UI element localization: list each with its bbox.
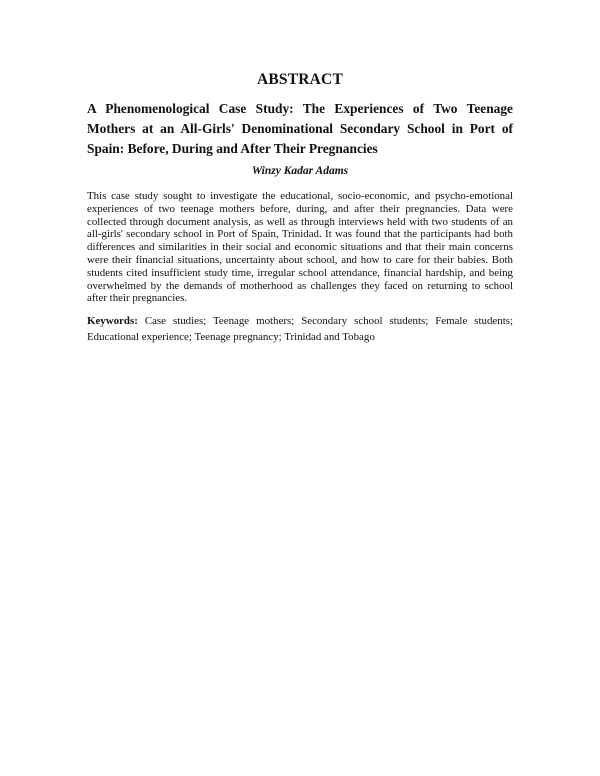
keywords-list: Case studies; Teenage mothers; Secondary school students; Female students; Educational experience; Teenage pregnancy; Trinidad and Tobago (87, 315, 513, 343)
author-name: Winzy Kadar Adams (251, 165, 349, 177)
keywords-paragraph (87, 314, 513, 345)
keywords-label: Keywords: (87, 315, 138, 327)
paper-title: A Phenomenological Case Study: The Experiences of Two Teenage Mothers at an All-Girls' Denominational Secondary School in Port of Spain: Before, During and After Their Pregnancies (87, 101, 513, 156)
abstract-paragraph: This case study sought to investigate the educational, socio-economic, and psycho-emotional experiences of two teenage mothers before, during, and after their pregnancies. Data were collected through document analysis, as well as through interviews held with two students of an all-girls' secondary school in Port of Spain, Trinidad. It was found that the participants had both differences and similarities in their social and economic situations and that their main concerns were their financial situations, uncertainty about school, and how to care for their babies. Both students cited insufficient study time, irregular school attendance, financial hardship, and being overwhelmed by the demands of motherhood as challenges they faced on returning to school after their pregnancies. (87, 190, 513, 305)
section-heading: ABSTRACT (256, 71, 343, 88)
